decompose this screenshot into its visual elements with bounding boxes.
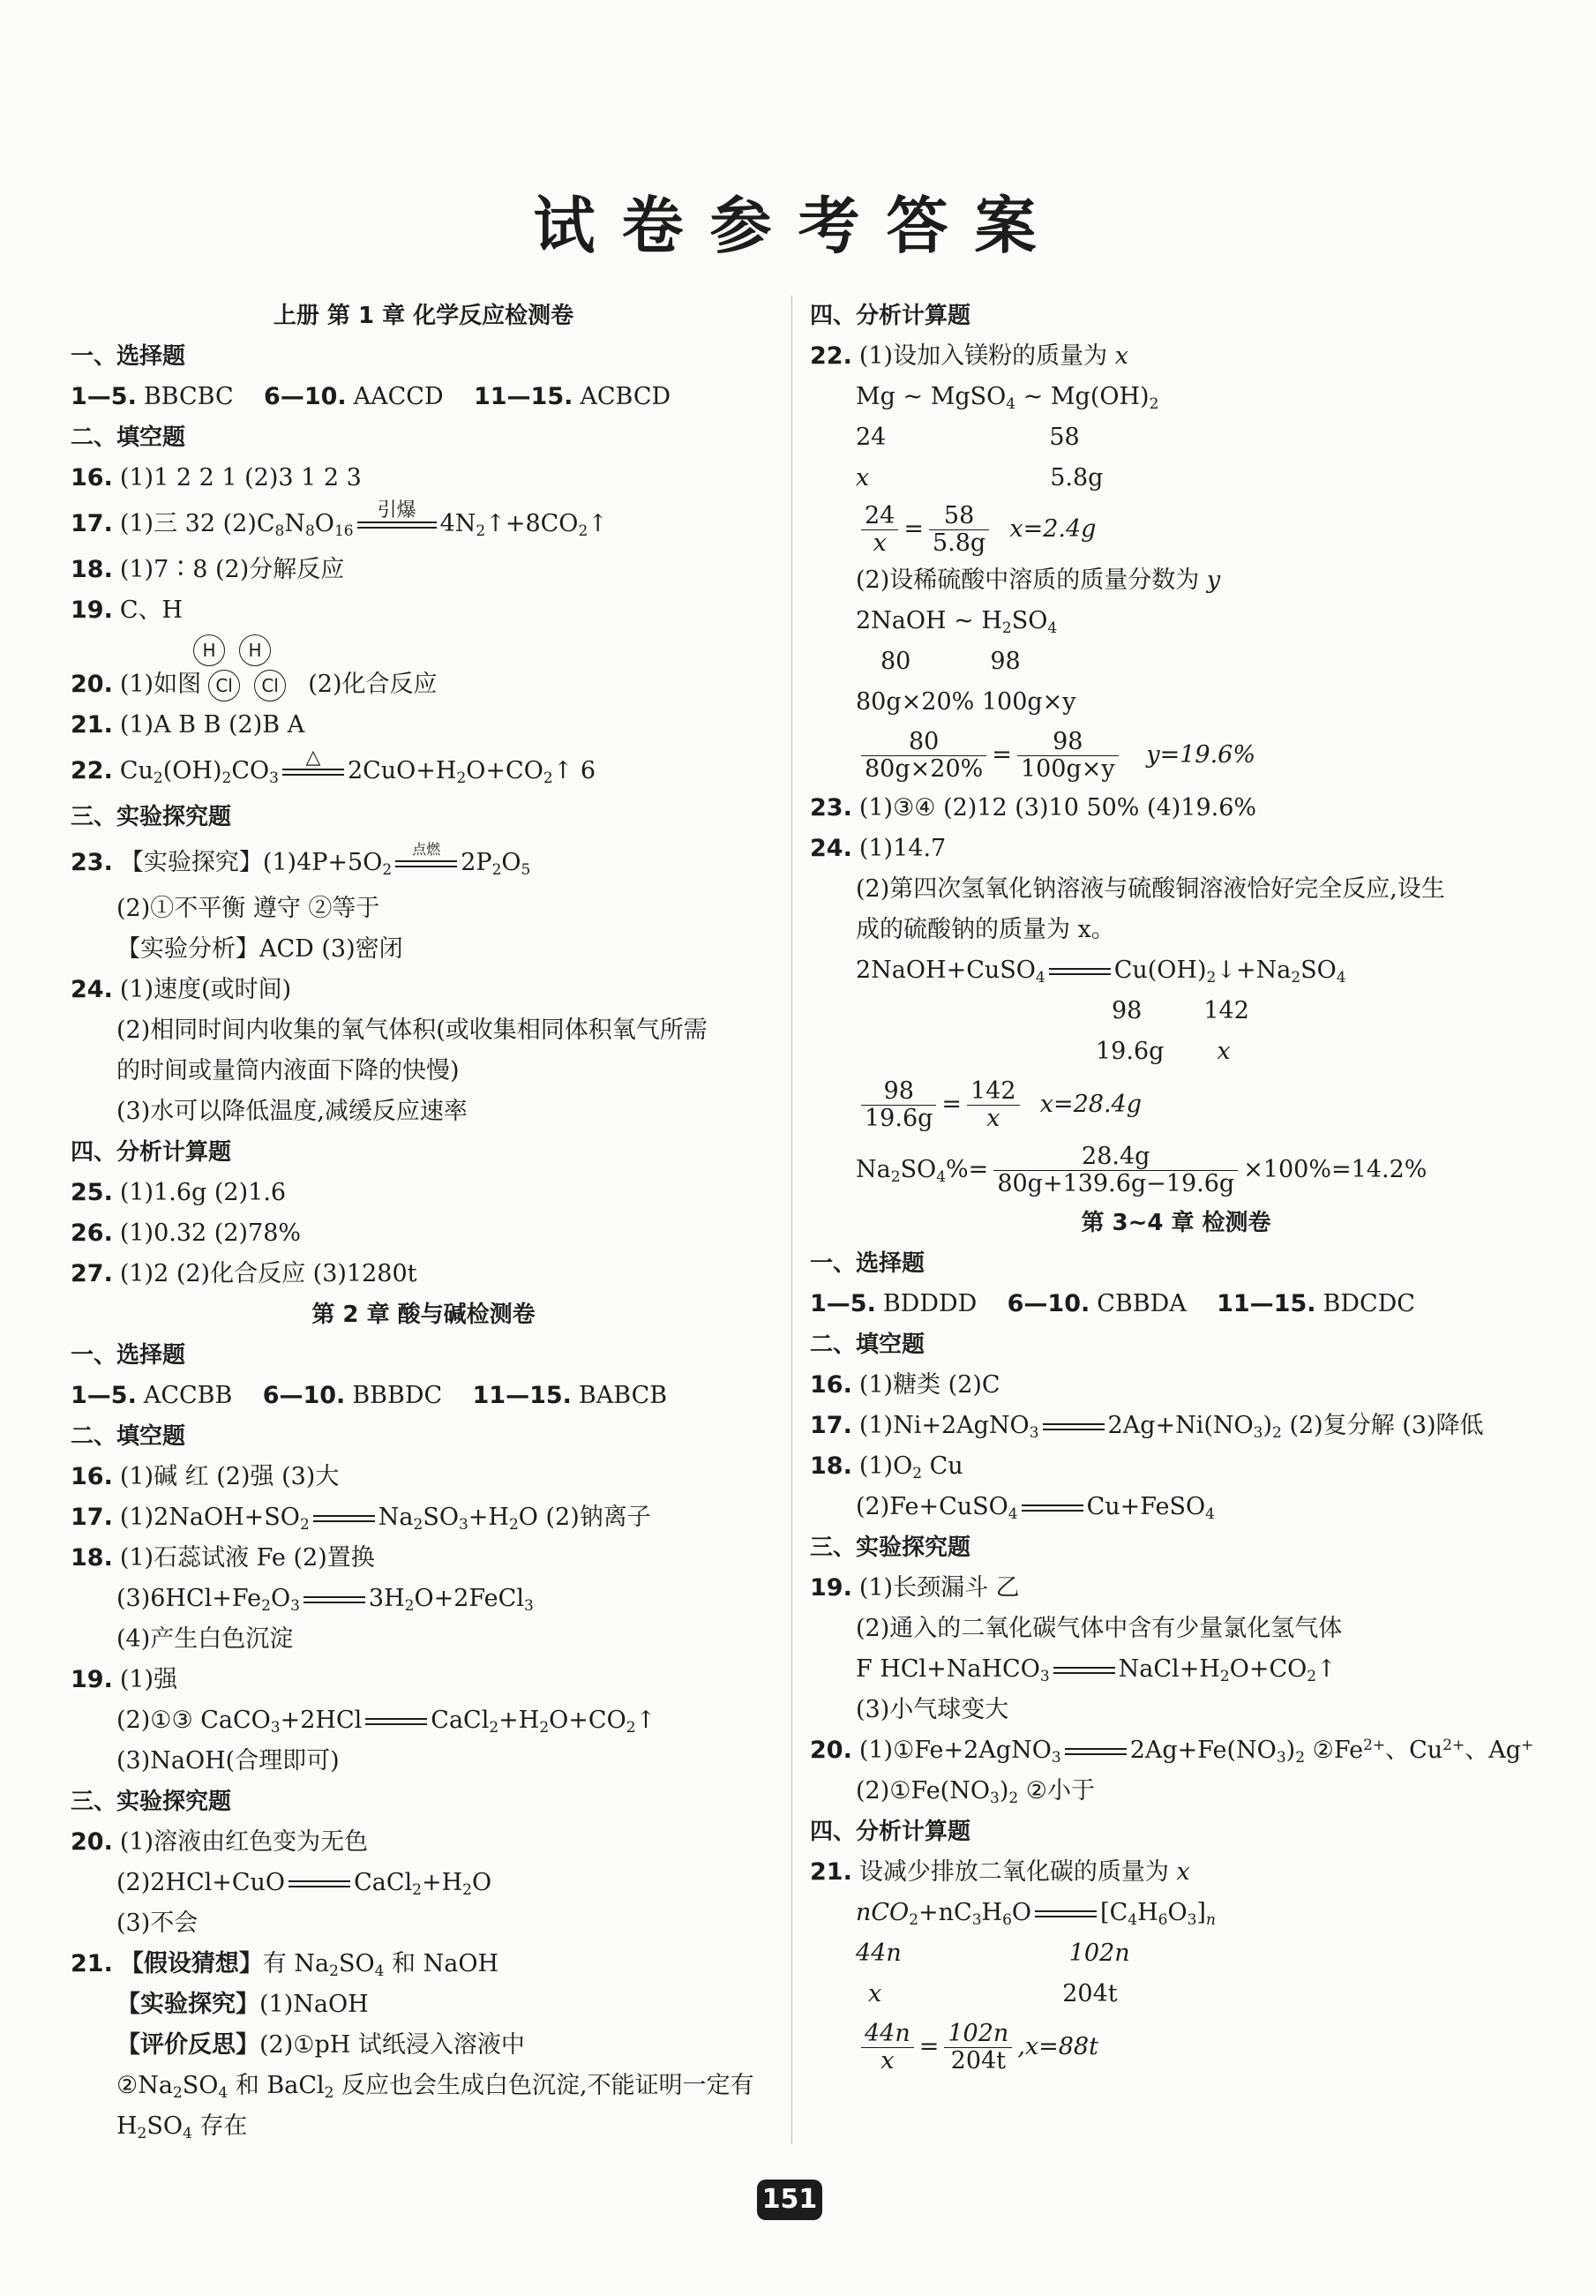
answer-26: 26. (1)0.32 (2)78%: [71, 1219, 302, 1247]
answer-2-19: 19. (1)强: [71, 1666, 178, 1693]
answer-3-16: 16. (1)糖类 (2)C: [810, 1371, 1000, 1399]
section-experiment-3: 三、实验探究题: [810, 1534, 971, 1561]
hydrogen-atom-icon: H: [193, 634, 225, 666]
answer-3-21-line4: x 204t: [868, 1980, 1118, 2007]
answer-r-24-fraction-4: $Na_2SO_4\%=$ $\frac{28.4g}{80g+139.6g-19.6g}$ ×100%=14.2%: [856, 1143, 1427, 1197]
answer-r-24-line5: 98 142: [1112, 997, 1249, 1024]
answer-r-22-line2: Mg ~ MgSO$_4$ ~ $Mg(OH)_2$: [856, 383, 1159, 413]
answer-r-24-line3: 成的硫酸钠的质量为 x。: [856, 916, 1115, 943]
chlorine-atom-icon: Cl: [208, 670, 240, 702]
choice-answers-3: 1—5. BDDDD 6—10. CBBDA 11—15. BDCDC: [810, 1290, 1415, 1317]
answer-3-21-line2: $nCO_2+nC_3H_6O$ $[C_4H_6O_3]_n$: [856, 1899, 1216, 1929]
answer-3-18: 18. $(1)O_2$ Cu: [810, 1452, 963, 1482]
answer-3-19-line3: F HCl+NaHCO$_3$ $NaCl+H_2O+CO_2↑$: [856, 1655, 1337, 1685]
answer-r-22-line7: 2NaOH ~ $H_2SO_4$: [856, 607, 1058, 637]
answer-3-18-line2: (2)Fe+CuSO$_4$ Cu+FeSO$_4$: [856, 1493, 1215, 1523]
answer-24-line4: (3)水可以降低温度,减缓反应速率: [116, 1098, 468, 1125]
answer-2-21-line3: 【评价反思】(2)①pH 试纸浸入溶液中: [116, 2031, 525, 2059]
answer-2-21-line2: 【实验探究】(1)NaOH: [116, 1991, 369, 2018]
section-calculation-3: 四、分析计算题: [810, 1819, 971, 1845]
answer-r-24: 24. (1)14.7: [810, 835, 947, 862]
answer-2-17: 17. $(1)2NaOH+SO_2$ $Na_2SO_3+H_2O$ (2)钠离子: [71, 1504, 651, 1534]
answer-2-18-line2: $(3)6HCl+Fe_2O_3$ $3H_2O+2FeCl_3$: [116, 1585, 534, 1615]
answer-23-line3: 【实验分析】ACD (3)密闭: [116, 935, 403, 963]
answer-3-19: 19. (1)长颈漏斗 乙: [810, 1574, 1020, 1602]
section-choice: 一、选择题: [71, 343, 186, 370]
section-fill: 二、填空题: [71, 424, 186, 451]
left-column: [71, 296, 776, 2147]
right-column: [810, 296, 1542, 2080]
answer-2-18-line3: (4)产生白色沉淀: [116, 1625, 294, 1653]
answer-23-line2: (2)①不平衡 遵守 ②等于: [116, 895, 380, 922]
molecule-diagram-top: [186, 634, 278, 666]
answer-2-16: 16. (1)碱 红 (2)强 (3)大: [71, 1463, 340, 1490]
answer-2-20: 20. (1)溶液由红色变为无色: [71, 1828, 369, 1856]
answer-r-24-line6: 19.6g x: [1096, 1038, 1231, 1065]
hydrogen-atom-icon: H: [239, 634, 271, 666]
answer-3-20-line2: $(2)①Fe(NO_3)_2$ ②小于: [856, 1777, 1095, 1807]
chapter-1-title: 上册 第 1 章 化学反应检测卷: [273, 303, 574, 329]
column-divider: [791, 296, 792, 2144]
answer-r-22-line3: 24 58: [856, 424, 1080, 451]
section-calculation-r: 四、分析计算题: [810, 303, 971, 329]
answer-21: 21. (1)A B B (2)B A: [71, 711, 305, 739]
answer-r-22-fraction-1: $\frac{24}{x}$ = $\frac{58}{5.8g}$ x=2.4g: [810, 499, 1542, 560]
answer-27: 27. (1)2 (2)化合反应 (3)1280t: [71, 1260, 417, 1287]
section-calculation: 四、分析计算题: [71, 1139, 232, 1166]
answer-r-22-line4: x 5.8g: [856, 464, 1104, 491]
answer-23: 23. 【实验探究】$(1)4P+5O_2$ 点燃 $2P_2O_5$: [71, 840, 531, 879]
answer-19: 19. C、H: [71, 597, 184, 624]
section-fill-2: 二、填空题: [71, 1423, 186, 1450]
answer-r-24-line2: (2)第四次氢氧化钠溶液与硫酸铜溶液恰好完全反应,设生: [856, 875, 1445, 903]
answer-3-21-fraction-5: $\frac{44n}{x}$ = $\frac{102n}{204t}$ ,x=88t: [810, 2015, 1542, 2080]
answer-24-line2: (2)相同时间内收集的氧气体积(或收集相同体积氧气所需: [116, 1017, 708, 1044]
answer-r-22-line9: 80g×20% 100g×y: [856, 688, 1076, 716]
answer-r-22: 22. (1)设加入镁粉的质量为 x: [810, 342, 1128, 370]
section-choice-2: 一、选择题: [71, 1342, 186, 1369]
section-fill-3: 二、填空题: [810, 1332, 925, 1358]
answer-2-21: 21. 【假设猜想】有 $Na_2SO_4$ 和 NaOH: [71, 1950, 499, 1980]
answer-24-line3: 的时间或量筒内液面下降的快慢): [116, 1057, 460, 1084]
section-choice-3: 一、选择题: [810, 1250, 925, 1277]
answer-3-19-line4: (3)小气球变大: [856, 1696, 1009, 1723]
answer-17: 17. (1)三 32 $(2)C_8N_8O_{16}$ 引爆 $4N_2↑+8CO_2↑$: [71, 499, 608, 540]
answer-r-22-line8: 80 98: [880, 648, 1021, 675]
choice-answers-2: 1—5. ACCBB 6—10. BBBDC 11—15. BABCB: [71, 1382, 668, 1409]
answer-3-21-line3: 44n 102n: [856, 1940, 1130, 1967]
page-title: 试卷参考答案: [533, 189, 1063, 262]
answer-22: 22. $Cu_2(OH)_2CO_3$ △ $2CuO+H_2O+CO_2↑$ 6: [71, 746, 596, 787]
answer-r-24-line4: 2NaOH+CuSO$_4$ $Cu(OH)_2↓+Na_2SO_4$: [856, 957, 1346, 987]
answer-18: 18. (1)7∶8 (2)分解反应: [71, 556, 345, 583]
section-experiment-2: 三、实验探究题: [71, 1789, 232, 1815]
page-number-badge: 151: [757, 2180, 822, 2220]
answer-r-22-line6: (2)设稀硫酸中溶质的质量分数为 y: [856, 566, 1221, 594]
answer-2-20-line2: (2)2HCl+CuO $CaCl_2+H_2O$: [116, 1869, 492, 1899]
answer-16: 16. (1)1 2 2 1 (2)3 1 2 3: [71, 464, 362, 491]
answer-2-20-line3: (3)不会: [116, 1910, 199, 1937]
answer-2-21-line4: $②Na_2SO_4$ 和 BaCl$_2$ 反应也会生成白色沉淀,不能证明一定有: [116, 2072, 754, 2102]
answer-2-19-line3: (3)NaOH(合理即可): [116, 1747, 340, 1775]
answer-3-19-line2: (2)通入的二氧化碳气体中含有少量氯化氢气体: [856, 1615, 1343, 1642]
chlorine-atom-icon: Cl: [254, 670, 286, 702]
answer-2-19-line2: (2)①③ CaCO$_3$+2HCl $CaCl_2+H_2O+CO_2↑$: [116, 1707, 656, 1737]
answer-2-18: 18. (1)石蕊试液 Fe (2)置换: [71, 1544, 375, 1572]
answer-r-22-fraction-2: $\frac{80}{80g\times 20\%}$ = $\frac{98}{100g\times y}$ y=19.6%: [810, 723, 1542, 788]
answer-24: 24. (1)速度(或时间): [71, 976, 292, 1003]
chapter-2-title: 第 2 章 酸与碱检测卷: [311, 1302, 536, 1328]
answer-3-21: 21. 设减少排放二氧化碳的质量为 x: [810, 1858, 1190, 1886]
section-experiment: 三、实验探究题: [71, 804, 232, 830]
chapter-3-4-title: 第 3~4 章 检测卷: [1081, 1210, 1271, 1236]
answer-r-23: 23. (1)③④ (2)12 (3)10 50% (4)19.6%: [810, 794, 1257, 822]
answer-2-21-line5: $H_2SO_4$ 存在: [116, 2112, 248, 2142]
answer-r-24-fraction-3: $\frac{98}{19.6g}$ = $\frac{142}{x}$ x=28.4g: [810, 1072, 1542, 1137]
answer-25: 25. (1)1.6g (2)1.6: [71, 1179, 287, 1206]
answer-3-20: 20. (1)①Fe+2AgNO$_3$ $2Ag+Fe(NO_3)_2$ $②Fe^{2+}$、$Cu^{2+}$、Ag+: [810, 1737, 1534, 1767]
choice-answers-1: 1—5. BBCBC 6—10. AACCD 11—15. ACBCD: [71, 383, 671, 410]
answer-3-17: 17. (1)Ni+2AgNO$_3$ $2Ag+Ni(NO_3)_2$ (2)复分解 (3)降低: [810, 1412, 1484, 1442]
answer-20: H H 20. (1)如图 Cl Cl (2)化合反应: [71, 631, 776, 705]
